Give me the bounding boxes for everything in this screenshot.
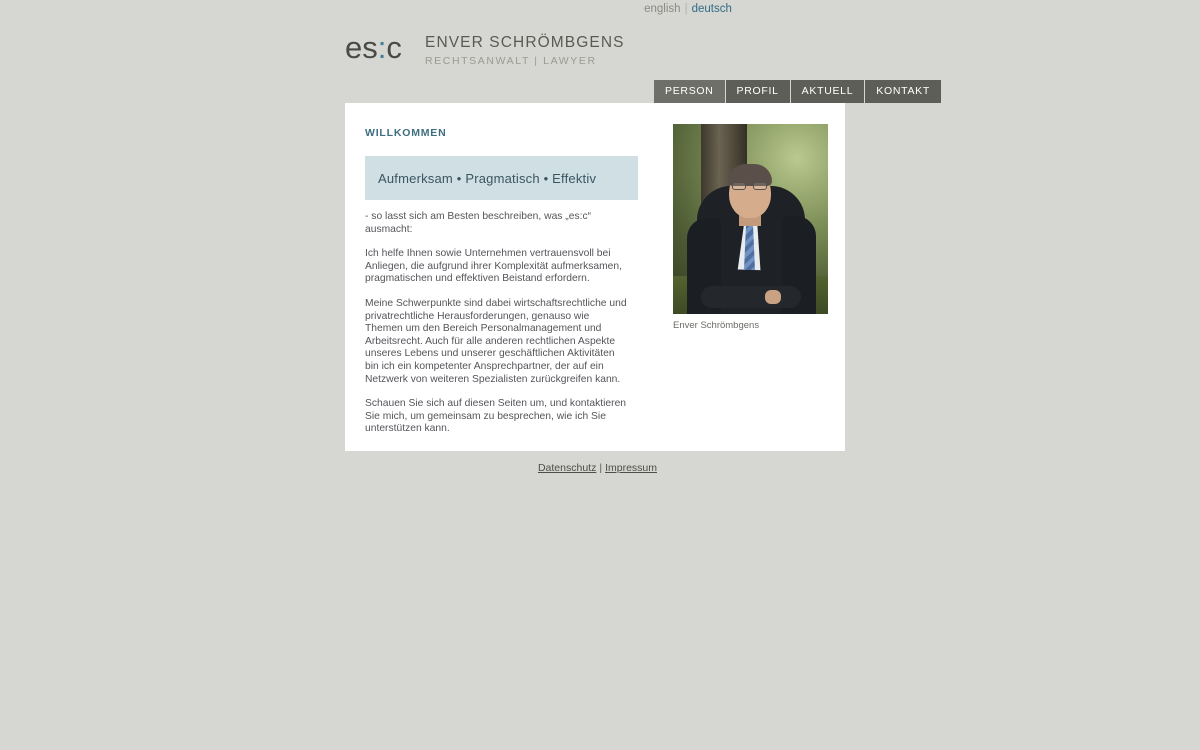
logo-text-right: c — [386, 30, 402, 65]
tagline-text: Aufmerksam • Pragmatisch • Effektiv — [378, 170, 597, 186]
page-subtitle: RECHTSANWALT | LAWYER — [425, 55, 597, 67]
nav-item-kontakt[interactable]: KONTAKT — [865, 80, 941, 103]
language-switcher — [0, 3, 1200, 15]
site-header — [345, 28, 845, 74]
body-paragraph-4: Schauen Sie sich auf diesen Seiten um, und kontaktieren Sie mich, um gemeinsam zu besprechen, wie ich Sie unterstützen kann. — [365, 398, 627, 435]
portrait-caption: Enver Schrömbgens — [673, 320, 760, 331]
tagline-banner — [365, 156, 638, 200]
language-link-deutsch[interactable]: deutsch — [691, 3, 732, 15]
footer-link-datenschutz[interactable]: Datenschutz — [537, 462, 597, 474]
body-paragraph-1: - so lasst sich am Besten beschreiben, was „es:c“ ausmacht: — [365, 211, 592, 235]
body-copy — [365, 211, 627, 436]
language-link-english[interactable]: english — [644, 3, 681, 15]
nav-item-aktuell[interactable]: AKTUELL — [791, 80, 865, 103]
footer — [0, 462, 1200, 474]
content-card — [345, 103, 845, 451]
footer-link-impressum[interactable]: Impressum — [605, 462, 658, 474]
nav-item-profil[interactable]: PROFIL — [726, 80, 790, 103]
page-title: ENVER SCHRÖMBGENS — [425, 34, 625, 51]
portrait-photo — [673, 124, 828, 314]
body-paragraph-3: Meine Schwerpunkte sind dabei wirtschaftsrechtliche und privatrechtliche Herausforderungen, genauso wie Themen um den Bereich Personalmanagement und Arbeitsrecht. Auch für alle anderen rechtlichen Aspekte unseres Lebens und unserer geschäftlichen Aktivitäten bin ich ein kompetenter Ansprechpartner, der auf ein Netzwerk von weiteren Spezialisten zurückgreifen kann. — [365, 297, 627, 385]
portrait-block — [673, 124, 828, 331]
footer-separator: | — [599, 462, 603, 474]
body-paragraph-2: Ich helfe Ihnen sowie Unternehmen vertrauensvoll bei Anliegen, die aufgrund ihrer Komplexität aufmerksamen, pragmatischen und effektiven Beistand erfordern. — [365, 248, 622, 285]
welcome-heading: WILLKOMMEN — [365, 127, 447, 139]
logo-text-left: es — [345, 30, 378, 65]
logo-colon: : — [377, 30, 387, 65]
language-separator: | — [684, 3, 688, 15]
logo[interactable] — [345, 30, 402, 66]
nav-item-person[interactable]: PERSON — [654, 80, 725, 103]
main-navigation — [654, 80, 941, 103]
site-title-block — [425, 34, 625, 67]
